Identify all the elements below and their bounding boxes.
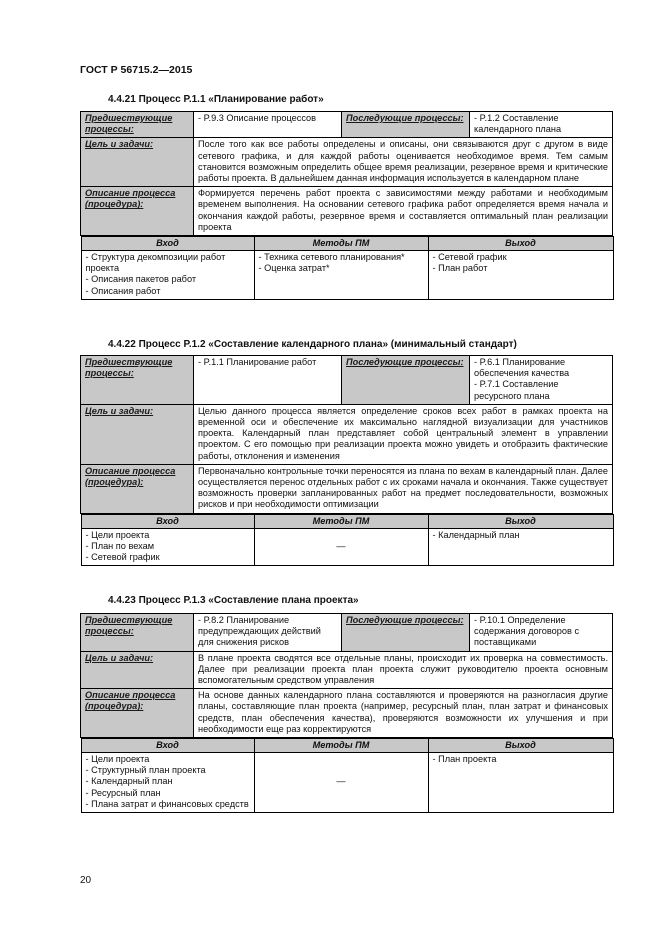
relations-row	[81, 112, 613, 138]
list-item: - Цели проекта	[85, 754, 150, 765]
successors-label: Последующие процессы:	[342, 356, 470, 405]
description-label: Описание процесса (процедура):	[81, 689, 194, 738]
predecessors-label: Предшествующие процессы:	[81, 112, 194, 138]
predecessors-value: - P.8.2 Планирование предупреждающих действий для снижения рисков	[194, 614, 342, 652]
description-label: Описание процесса (процедура):	[81, 187, 194, 236]
description-text: Первоначально контрольные точки переносятся из плана по вехам в календарный план. Далее осуществляется перенос отдельных работ с их сроками начала и окончания. Также существует возможность проверки запланированных работ на предмет последовательности, возможных рисков и при необходимости оптимизации	[194, 464, 613, 513]
list-item: - Оценка затрат*	[258, 263, 330, 274]
list-item: - Описания работ	[85, 285, 161, 296]
output-list	[428, 753, 613, 813]
list-item: - Календарный план	[432, 529, 520, 540]
list-item: - P.7.1 Составление ресурсного плана	[474, 379, 559, 401]
input-header: Вход	[81, 514, 254, 528]
successors-value: - P.10.1 Определение содержания договоров с поставщиками	[470, 614, 613, 652]
list-item: - Календарный план	[85, 776, 173, 787]
list-item: - План по вехам	[85, 540, 155, 551]
predecessors-label: Предшествующие процессы:	[81, 614, 194, 652]
io-header-row	[81, 236, 613, 300]
output-header: Выход	[428, 514, 613, 528]
goal-row	[81, 404, 613, 464]
process-table-p12	[80, 355, 613, 566]
input-list	[81, 753, 254, 813]
goal-text: Целью данного процесса является определение сроков всех работ в рамках проекта на временной оси и обеспечение их максимально наглядной визуализации для участников проекта. Календарный план представляет собой центральный элемент в управлении проектом. С его помощью при реализации проекта можно увидеть и отобразить фактические работы, отклонения и изменения	[194, 404, 613, 464]
description-row	[81, 187, 613, 236]
goal-label: Цель и задачи:	[81, 404, 194, 464]
predecessors-label: Предшествующие процессы:	[81, 356, 194, 405]
methods-empty: —	[254, 753, 428, 813]
methods-header: Методы ПМ	[254, 739, 428, 753]
goal-row	[81, 651, 613, 689]
goal-label: Цель и задачи:	[81, 138, 194, 187]
list-item: - Техника сетевого планирования*	[258, 252, 405, 263]
section-title-p13: 4.4.23 Процесс P.1.3 «Составление плана проекта»	[108, 595, 359, 606]
process-table-p11	[80, 111, 613, 300]
output-header: Выход	[428, 237, 613, 251]
list-item: - Сетевой график	[85, 552, 160, 563]
list-item: - Структура декомпозиции работ проекта	[85, 252, 226, 274]
goal-row	[81, 138, 613, 187]
list-item: - Описания пакетов работ	[85, 274, 197, 285]
input-list	[81, 528, 254, 566]
section-title-p11: 4.4.21 Процесс P.1.1 «Планирование работ»	[108, 94, 324, 105]
relations-row	[81, 356, 613, 405]
document-id: ГОСТ Р 56715.2—2015	[80, 64, 193, 76]
description-label: Описание процесса (процедура):	[81, 464, 194, 513]
successors-label: Последующие процессы:	[342, 614, 470, 652]
description-row	[81, 689, 613, 738]
description-text: Формируется перечень работ проекта с зависимостями между работами и необходимым временем выполнения. На основании сетевого графика работ определяется время начала и окончания каждой работы, резервное время и составляется оптимальный план реализации проекта	[194, 187, 613, 236]
methods-list	[254, 251, 428, 300]
list-item: - План работ	[432, 263, 488, 274]
process-table-p13	[80, 613, 613, 813]
successors-value: - P.1.2 Составление календарного плана	[470, 112, 613, 138]
input-header: Вход	[81, 237, 254, 251]
list-item: - Сетевой график	[432, 252, 507, 263]
io-header-row	[81, 513, 613, 566]
io-header-row	[81, 738, 613, 814]
output-header: Выход	[428, 739, 613, 753]
list-item: - Ресурсный план	[85, 787, 161, 798]
goal-label: Цель и задачи:	[81, 651, 194, 689]
predecessors-value: - P.9.3 Описание процессов	[194, 112, 342, 138]
list-item: - P.6.1 Планирование обеспечения качества	[474, 357, 570, 379]
output-list	[428, 251, 613, 300]
list-item: - Плана затрат и финансовых средств	[85, 798, 249, 809]
description-text: На основе данных календарного плана составляются и проверяются на разногласия другие планы, составляющие план проекта (например, ресурсный план, план затрат и финансовых средств, план обеспечения качества), проверяются возможности их улучшения и при необходимости еще раз корректируются	[194, 689, 613, 738]
goal-text: После того как все работы определены и описаны, они связываются друг с другом в виде сетевого графика, и для каждой работы оценивается необходимое время. Тем самым становится возможным определить общее время реализации, резервное время и критические работы проекта. В дальнейшем данная информация используется в календарном плане	[194, 138, 613, 187]
list-item: - Структурный план проекта	[85, 765, 206, 776]
description-row	[81, 464, 613, 513]
input-header: Вход	[81, 739, 254, 753]
methods-empty: —	[254, 528, 428, 566]
output-list	[428, 528, 613, 566]
methods-header: Методы ПМ	[254, 514, 428, 528]
list-item: - План проекта	[432, 754, 497, 765]
relations-row	[81, 614, 613, 652]
successors-value	[470, 356, 613, 405]
methods-header: Методы ПМ	[254, 237, 428, 251]
page-number: 20	[80, 875, 92, 886]
section-title-p12: 4.4.22 Процесс P.1.2 «Составление календарного плана» (минимальный стандарт)	[108, 339, 517, 350]
goal-text: В плане проекта сводятся все отдельные планы, происходит их проверка на совместимость. Далее при реализации проекта план проекта служит руководителю проекта основным вспомогательным средством управления	[194, 651, 613, 689]
list-item: - Цели проекта	[85, 529, 150, 540]
successors-label: Последующие процессы:	[342, 112, 470, 138]
input-list	[81, 251, 254, 300]
predecessors-value: - P.1.1 Планирование работ	[194, 356, 342, 405]
